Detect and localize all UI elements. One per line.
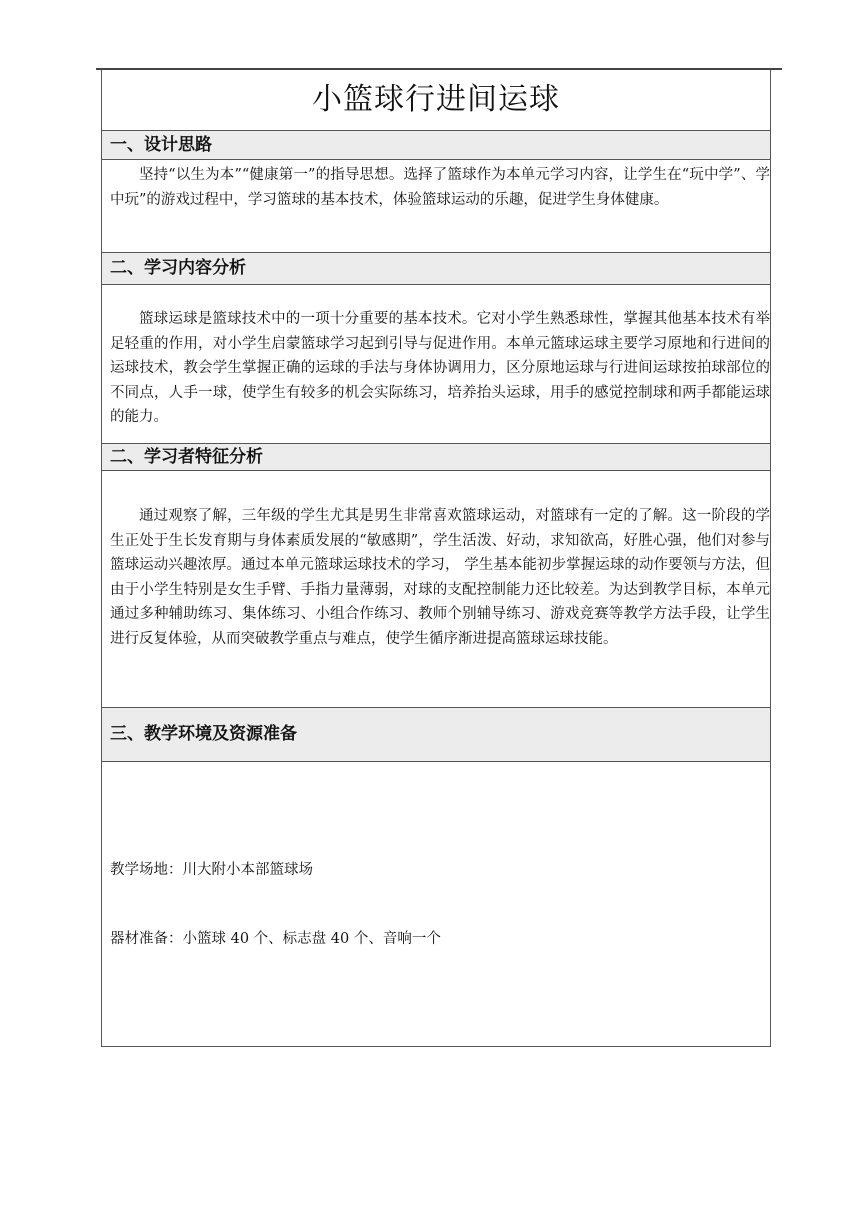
section-body-learner-analysis: 通过观察了解，三年级的学生尤其是男生非常喜欢篮球运动，对篮球有一定的了解。这一阶段的学生正处于生长发育期与身体素质发展的“敏感期”，学生活泼、好动，求知欲高，好胜心强，他们对参与篮球运动兴趣浓厚。通过本单元篮球运球技术的学习， 学生基本能初步掌握运球的动作要领与方法，但由于小学生特别是女生手臂、手指力量薄弱，对球的支配控制能力还比较差。为达到教学目标，本单元通过多种辅助练习、集体练习、小组合作练习、教师个别辅导练习、游戏竞赛等教学方法手段，让学生进行反复体验，从而突破教学重点与难点，使学生循序渐进提高篮球运球技能。 bbox=[110, 508, 770, 647]
section-heading-learner-analysis: 二、学习者特征分析 bbox=[102, 443, 770, 471]
section-body-design: 坚持“以生为本”“健康第一”的指导思想。选择了篮球作为本单元学习内容，让学生在“玩中学”、学中玩”的游戏过程中，学习篮球的基本技术，体验篮球运动的乐趣，促进学生身体健康。 bbox=[110, 167, 770, 208]
venue-text: 教学场地：川大附小本部篮球场 bbox=[110, 862, 313, 878]
section-heading-environment: 三、教学环境及资源准备 bbox=[102, 707, 770, 762]
section-heading-design: 一、设计思路 bbox=[102, 130, 770, 160]
lesson-plan-table bbox=[101, 70, 771, 1047]
document-title: 小篮球行进间运球 bbox=[312, 82, 560, 117]
section-heading-content-analysis: 二、学习内容分析 bbox=[102, 252, 770, 285]
equipment-text: 器材准备：小篮球 40 个、标志盘 40 个、音响一个 bbox=[110, 931, 441, 947]
section-body-content-analysis: 篮球运球是篮球技术中的一项十分重要的基本技术。它对小学生熟悉球性，掌握其他基本技术有举足轻重的作用，对小学生启蒙篮球学习起到引导与促进作用。本单元篮球运球主要学习原地和行进间的运球技术，教会学生掌握正确的运球的手法与身体协调用力，区分原地运球与行进间运球按拍球部位的不同点，人手一球，使学生有较多的机会实际练习，培养抬头运球，用手的感觉控制球和两手都能运球的能力。 bbox=[110, 311, 770, 425]
